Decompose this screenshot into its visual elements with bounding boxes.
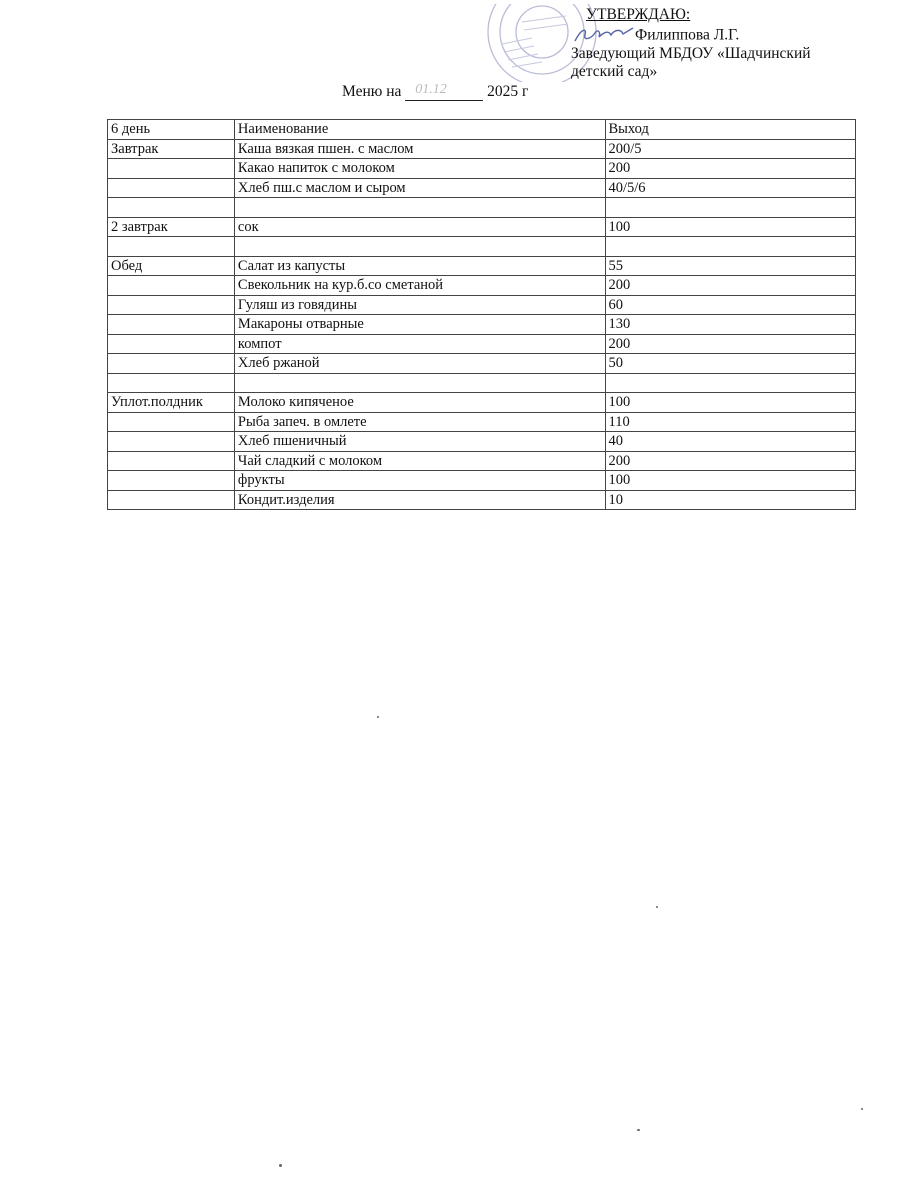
output-cell: 55 bbox=[605, 256, 856, 276]
table-header-row bbox=[108, 120, 856, 140]
approver-position: Заведующий МБДОУ «Шадчинский bbox=[571, 44, 811, 62]
meal-cell bbox=[108, 471, 235, 491]
output-cell: 60 bbox=[605, 295, 856, 315]
meal-cell bbox=[108, 178, 235, 198]
table-row bbox=[108, 217, 856, 237]
meal-cell bbox=[108, 354, 235, 374]
handwritten-signature bbox=[571, 25, 635, 45]
output-cell: 110 bbox=[605, 412, 856, 432]
dish-name-cell: Макароны отварные bbox=[234, 315, 605, 335]
scan-speck bbox=[861, 1108, 863, 1110]
table-row bbox=[108, 373, 856, 393]
output-cell: 100 bbox=[605, 471, 856, 491]
output-cell: 200 bbox=[605, 159, 856, 179]
dish-name-cell bbox=[234, 198, 605, 218]
dish-name-cell: Хлеб пш.с маслом и сыром bbox=[234, 178, 605, 198]
dish-name-cell bbox=[234, 373, 605, 393]
approval-block bbox=[571, 6, 871, 82]
table-row bbox=[108, 412, 856, 432]
dish-name-cell: Хлеб ржаной bbox=[234, 354, 605, 374]
dish-name-cell: Чай сладкий с молоком bbox=[234, 451, 605, 471]
dish-name-cell: Гуляш из говядины bbox=[234, 295, 605, 315]
table-row bbox=[108, 393, 856, 413]
meal-cell bbox=[108, 315, 235, 335]
output-cell: 200/5 bbox=[605, 139, 856, 159]
menu-heading-prefix: Меню на bbox=[342, 83, 402, 100]
table-row bbox=[108, 354, 856, 374]
dish-name-cell: сок bbox=[234, 217, 605, 237]
output-cell: 100 bbox=[605, 393, 856, 413]
dish-name-cell: Рыба запеч. в омлете bbox=[234, 412, 605, 432]
table-row bbox=[108, 334, 856, 354]
table-row bbox=[108, 432, 856, 452]
meal-cell: 2 завтрак bbox=[108, 217, 235, 237]
dish-name-cell: Кондит.изделия bbox=[234, 490, 605, 510]
dish-name-cell: Хлеб пшеничный bbox=[234, 432, 605, 452]
dish-name-cell: Свекольник на кур.б.со сметаной bbox=[234, 276, 605, 296]
output-cell: 10 bbox=[605, 490, 856, 510]
table-row bbox=[108, 451, 856, 471]
dish-name-cell bbox=[234, 237, 605, 257]
meal-cell: Обед bbox=[108, 256, 235, 276]
scan-speck bbox=[377, 716, 379, 718]
table-row bbox=[108, 315, 856, 335]
meal-cell bbox=[108, 432, 235, 452]
approval-title: УТВЕРЖДАЮ: bbox=[586, 6, 691, 23]
menu-heading-year: 2025 г bbox=[487, 83, 529, 100]
table-row bbox=[108, 159, 856, 179]
meal-cell bbox=[108, 295, 235, 315]
dish-name-cell: фрукты bbox=[234, 471, 605, 491]
approval-signature-line bbox=[571, 25, 871, 45]
output-cell: 50 bbox=[605, 354, 856, 374]
dish-name-cell: Молоко кипяченое bbox=[234, 393, 605, 413]
output-cell: 40/5/6 bbox=[605, 178, 856, 198]
output-cell bbox=[605, 237, 856, 257]
meal-cell bbox=[108, 451, 235, 471]
meal-cell bbox=[108, 159, 235, 179]
handwritten-date: 01.12 bbox=[415, 82, 447, 97]
dish-name-cell: компот bbox=[234, 334, 605, 354]
meal-cell bbox=[108, 412, 235, 432]
table-row bbox=[108, 256, 856, 276]
scan-speck bbox=[279, 1164, 282, 1167]
dish-name-cell: Какао напиток с молоком bbox=[234, 159, 605, 179]
approver-organization: детский сад» bbox=[571, 63, 658, 80]
meal-cell bbox=[108, 490, 235, 510]
table-row bbox=[108, 198, 856, 218]
meal-cell bbox=[108, 276, 235, 296]
header-name: Наименование bbox=[234, 120, 605, 140]
output-cell: 200 bbox=[605, 334, 856, 354]
table-row bbox=[108, 276, 856, 296]
menu-heading bbox=[342, 83, 528, 101]
meal-cell: Уплот.полдник bbox=[108, 393, 235, 413]
scan-speck bbox=[656, 906, 658, 908]
meal-cell bbox=[108, 373, 235, 393]
table-row bbox=[108, 178, 856, 198]
header-output: Выход bbox=[605, 120, 856, 140]
table-row bbox=[108, 295, 856, 315]
approver-name: Филиппова Л.Г. bbox=[635, 26, 740, 43]
table-row bbox=[108, 139, 856, 159]
scan-speck bbox=[637, 1129, 640, 1131]
menu-table bbox=[107, 119, 856, 510]
output-cell bbox=[605, 198, 856, 218]
meal-cell bbox=[108, 237, 235, 257]
meal-cell bbox=[108, 334, 235, 354]
date-blank bbox=[405, 84, 483, 101]
header-day: 6 день bbox=[108, 120, 235, 140]
table-row bbox=[108, 237, 856, 257]
output-cell: 200 bbox=[605, 276, 856, 296]
output-cell: 130 bbox=[605, 315, 856, 335]
output-cell: 100 bbox=[605, 217, 856, 237]
meal-cell bbox=[108, 198, 235, 218]
output-cell: 200 bbox=[605, 451, 856, 471]
dish-name-cell: Салат из капусты bbox=[234, 256, 605, 276]
dish-name-cell: Каша вязкая пшен. с маслом bbox=[234, 139, 605, 159]
output-cell bbox=[605, 373, 856, 393]
table-row bbox=[108, 471, 856, 491]
meal-cell: Завтрак bbox=[108, 139, 235, 159]
output-cell: 40 bbox=[605, 432, 856, 452]
table-row bbox=[108, 490, 856, 510]
